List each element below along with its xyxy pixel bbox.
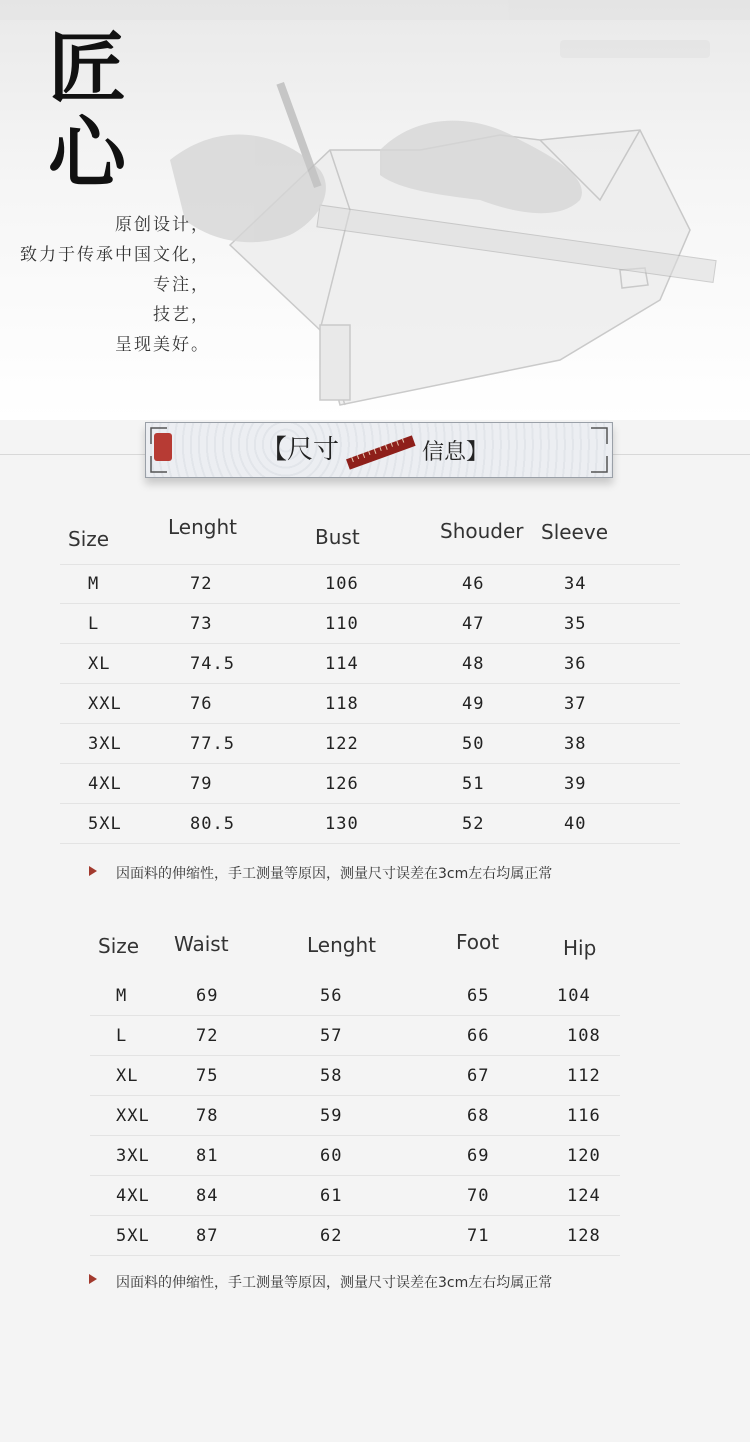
size-info-banner	[145, 422, 613, 478]
table-row	[90, 1216, 620, 1256]
triangle-bullet-icon	[89, 866, 97, 876]
column-header: Waist	[174, 932, 229, 956]
sleeve-cell: 40	[564, 814, 587, 834]
sleeve-cell: 38	[564, 734, 587, 754]
size-cell: 3XL	[116, 1146, 150, 1166]
banner-title-left: 【尺寸	[261, 435, 340, 465]
waist-cell: 75	[196, 1066, 219, 1086]
column-header: Size	[68, 527, 110, 551]
length-cell: 57	[320, 1026, 343, 1046]
bust-cell: 126	[325, 774, 359, 794]
column-header: Lenght	[307, 933, 376, 957]
hip-cell: 108	[567, 1026, 601, 1046]
table-row	[90, 1096, 620, 1136]
table-row	[60, 764, 680, 804]
bust-cell: 118	[325, 694, 359, 714]
hero-title-1: 匠	[48, 23, 127, 114]
table-row	[90, 1016, 620, 1056]
hero-title-2: 心	[48, 108, 127, 199]
column-header: Foot	[456, 930, 500, 954]
bust-cell: 114	[325, 654, 359, 674]
length-cell: 61	[320, 1186, 343, 1206]
sleeve-cell: 39	[564, 774, 587, 794]
waist-cell: 81	[196, 1146, 219, 1166]
foot-cell: 71	[467, 1226, 490, 1246]
size-cell: 5XL	[116, 1226, 150, 1246]
column-header: Bust	[315, 525, 360, 549]
length-cell: 73	[190, 614, 213, 634]
foot-cell: 70	[467, 1186, 490, 1206]
column-header: Sleeve	[541, 520, 609, 544]
hip-cell: 124	[567, 1186, 601, 1206]
bust-cell: 106	[325, 574, 359, 594]
foot-cell: 68	[467, 1106, 490, 1126]
table-row	[90, 1056, 620, 1096]
size-cell: M	[116, 986, 128, 1006]
hip-cell: 112	[567, 1066, 601, 1086]
hero-line: 呈现美好。	[115, 335, 210, 355]
table-row	[60, 804, 680, 844]
table-row	[60, 644, 680, 684]
foot-cell: 66	[467, 1026, 490, 1046]
table-row	[90, 1176, 620, 1216]
bust-cell: 130	[325, 814, 359, 834]
column-header: Shouder	[440, 519, 524, 543]
table-row	[60, 564, 680, 604]
shoulder-cell: 48	[462, 654, 485, 674]
waist-cell: 72	[196, 1026, 219, 1046]
shoulder-cell: 50	[462, 734, 485, 754]
table-row	[60, 684, 680, 724]
foot-cell: 67	[467, 1066, 490, 1086]
shoulder-cell: 47	[462, 614, 485, 634]
size-cell: XXL	[88, 694, 122, 714]
size-cell: 5XL	[88, 814, 122, 834]
waist-cell: 84	[196, 1186, 219, 1206]
sleeve-cell: 36	[564, 654, 587, 674]
hero-line: 专注，	[153, 275, 210, 295]
hip-cell: 116	[567, 1106, 601, 1126]
triangle-bullet-icon	[89, 1274, 97, 1284]
length-cell: 77.5	[190, 734, 235, 754]
length-cell: 60	[320, 1146, 343, 1166]
foot-cell: 69	[467, 1146, 490, 1166]
size-cell: 4XL	[88, 774, 122, 794]
length-cell: 56	[320, 986, 343, 1006]
size-cell: L	[88, 614, 100, 634]
shoulder-cell: 52	[462, 814, 485, 834]
hero-line: 技艺，	[153, 305, 210, 325]
bust-cell: 122	[325, 734, 359, 754]
table-row	[90, 1136, 620, 1176]
hero-line: 致力于传承中国文化，	[20, 245, 210, 265]
shoulder-cell: 49	[462, 694, 485, 714]
length-cell: 74.5	[190, 654, 235, 674]
bust-cell: 110	[325, 614, 359, 634]
size-cell: XL	[88, 654, 111, 674]
top-size-table	[0, 505, 750, 895]
ruler-icon	[344, 435, 419, 471]
length-cell: 72	[190, 574, 213, 594]
size-cell: M	[88, 574, 100, 594]
hero-slogan	[0, 210, 210, 360]
size-cell: 4XL	[116, 1186, 150, 1206]
column-header: Lenght	[168, 515, 237, 539]
hip-cell: 120	[567, 1146, 601, 1166]
corner-ornament-icon	[590, 455, 608, 473]
hip-cell: 104	[557, 986, 591, 1006]
sleeve-cell: 37	[564, 694, 587, 714]
length-cell: 58	[320, 1066, 343, 1086]
sleeve-cell: 35	[564, 614, 587, 634]
length-cell: 62	[320, 1226, 343, 1246]
measurement-note: 因面料的伸缩性，手工测量等原因，测量尺寸误差在3cm左右均属正常	[116, 866, 553, 882]
size-cell: L	[116, 1026, 128, 1046]
column-header: Size	[98, 934, 140, 958]
waist-cell: 69	[196, 986, 219, 1006]
length-cell: 76	[190, 694, 213, 714]
table-row	[60, 604, 680, 644]
measurement-note: 因面料的伸缩性，手工测量等原因，测量尺寸误差在3cm左右均属正常	[116, 1275, 553, 1291]
table-row	[60, 724, 680, 764]
length-cell: 80.5	[190, 814, 235, 834]
size-cell: 3XL	[88, 734, 122, 754]
seal-stamp-icon	[154, 433, 172, 461]
table-row	[90, 976, 620, 1016]
size-cell: XL	[116, 1066, 139, 1086]
hip-cell: 128	[567, 1226, 601, 1246]
length-cell: 79	[190, 774, 213, 794]
shoulder-cell: 46	[462, 574, 485, 594]
hero-section	[0, 0, 750, 420]
banner-title-right: 信息】	[422, 440, 489, 465]
bottom-size-table	[0, 922, 750, 1302]
length-cell: 59	[320, 1106, 343, 1126]
shoulder-cell: 51	[462, 774, 485, 794]
sleeve-cell: 34	[564, 574, 587, 594]
size-info-banner-wrap	[0, 420, 750, 500]
corner-ornament-icon	[590, 427, 608, 445]
waist-cell: 78	[196, 1106, 219, 1126]
size-cell: XXL	[116, 1106, 150, 1126]
foot-cell: 65	[467, 986, 490, 1006]
hero-line: 原创设计，	[115, 215, 210, 235]
waist-cell: 87	[196, 1226, 219, 1246]
column-header: Hip	[563, 936, 597, 960]
